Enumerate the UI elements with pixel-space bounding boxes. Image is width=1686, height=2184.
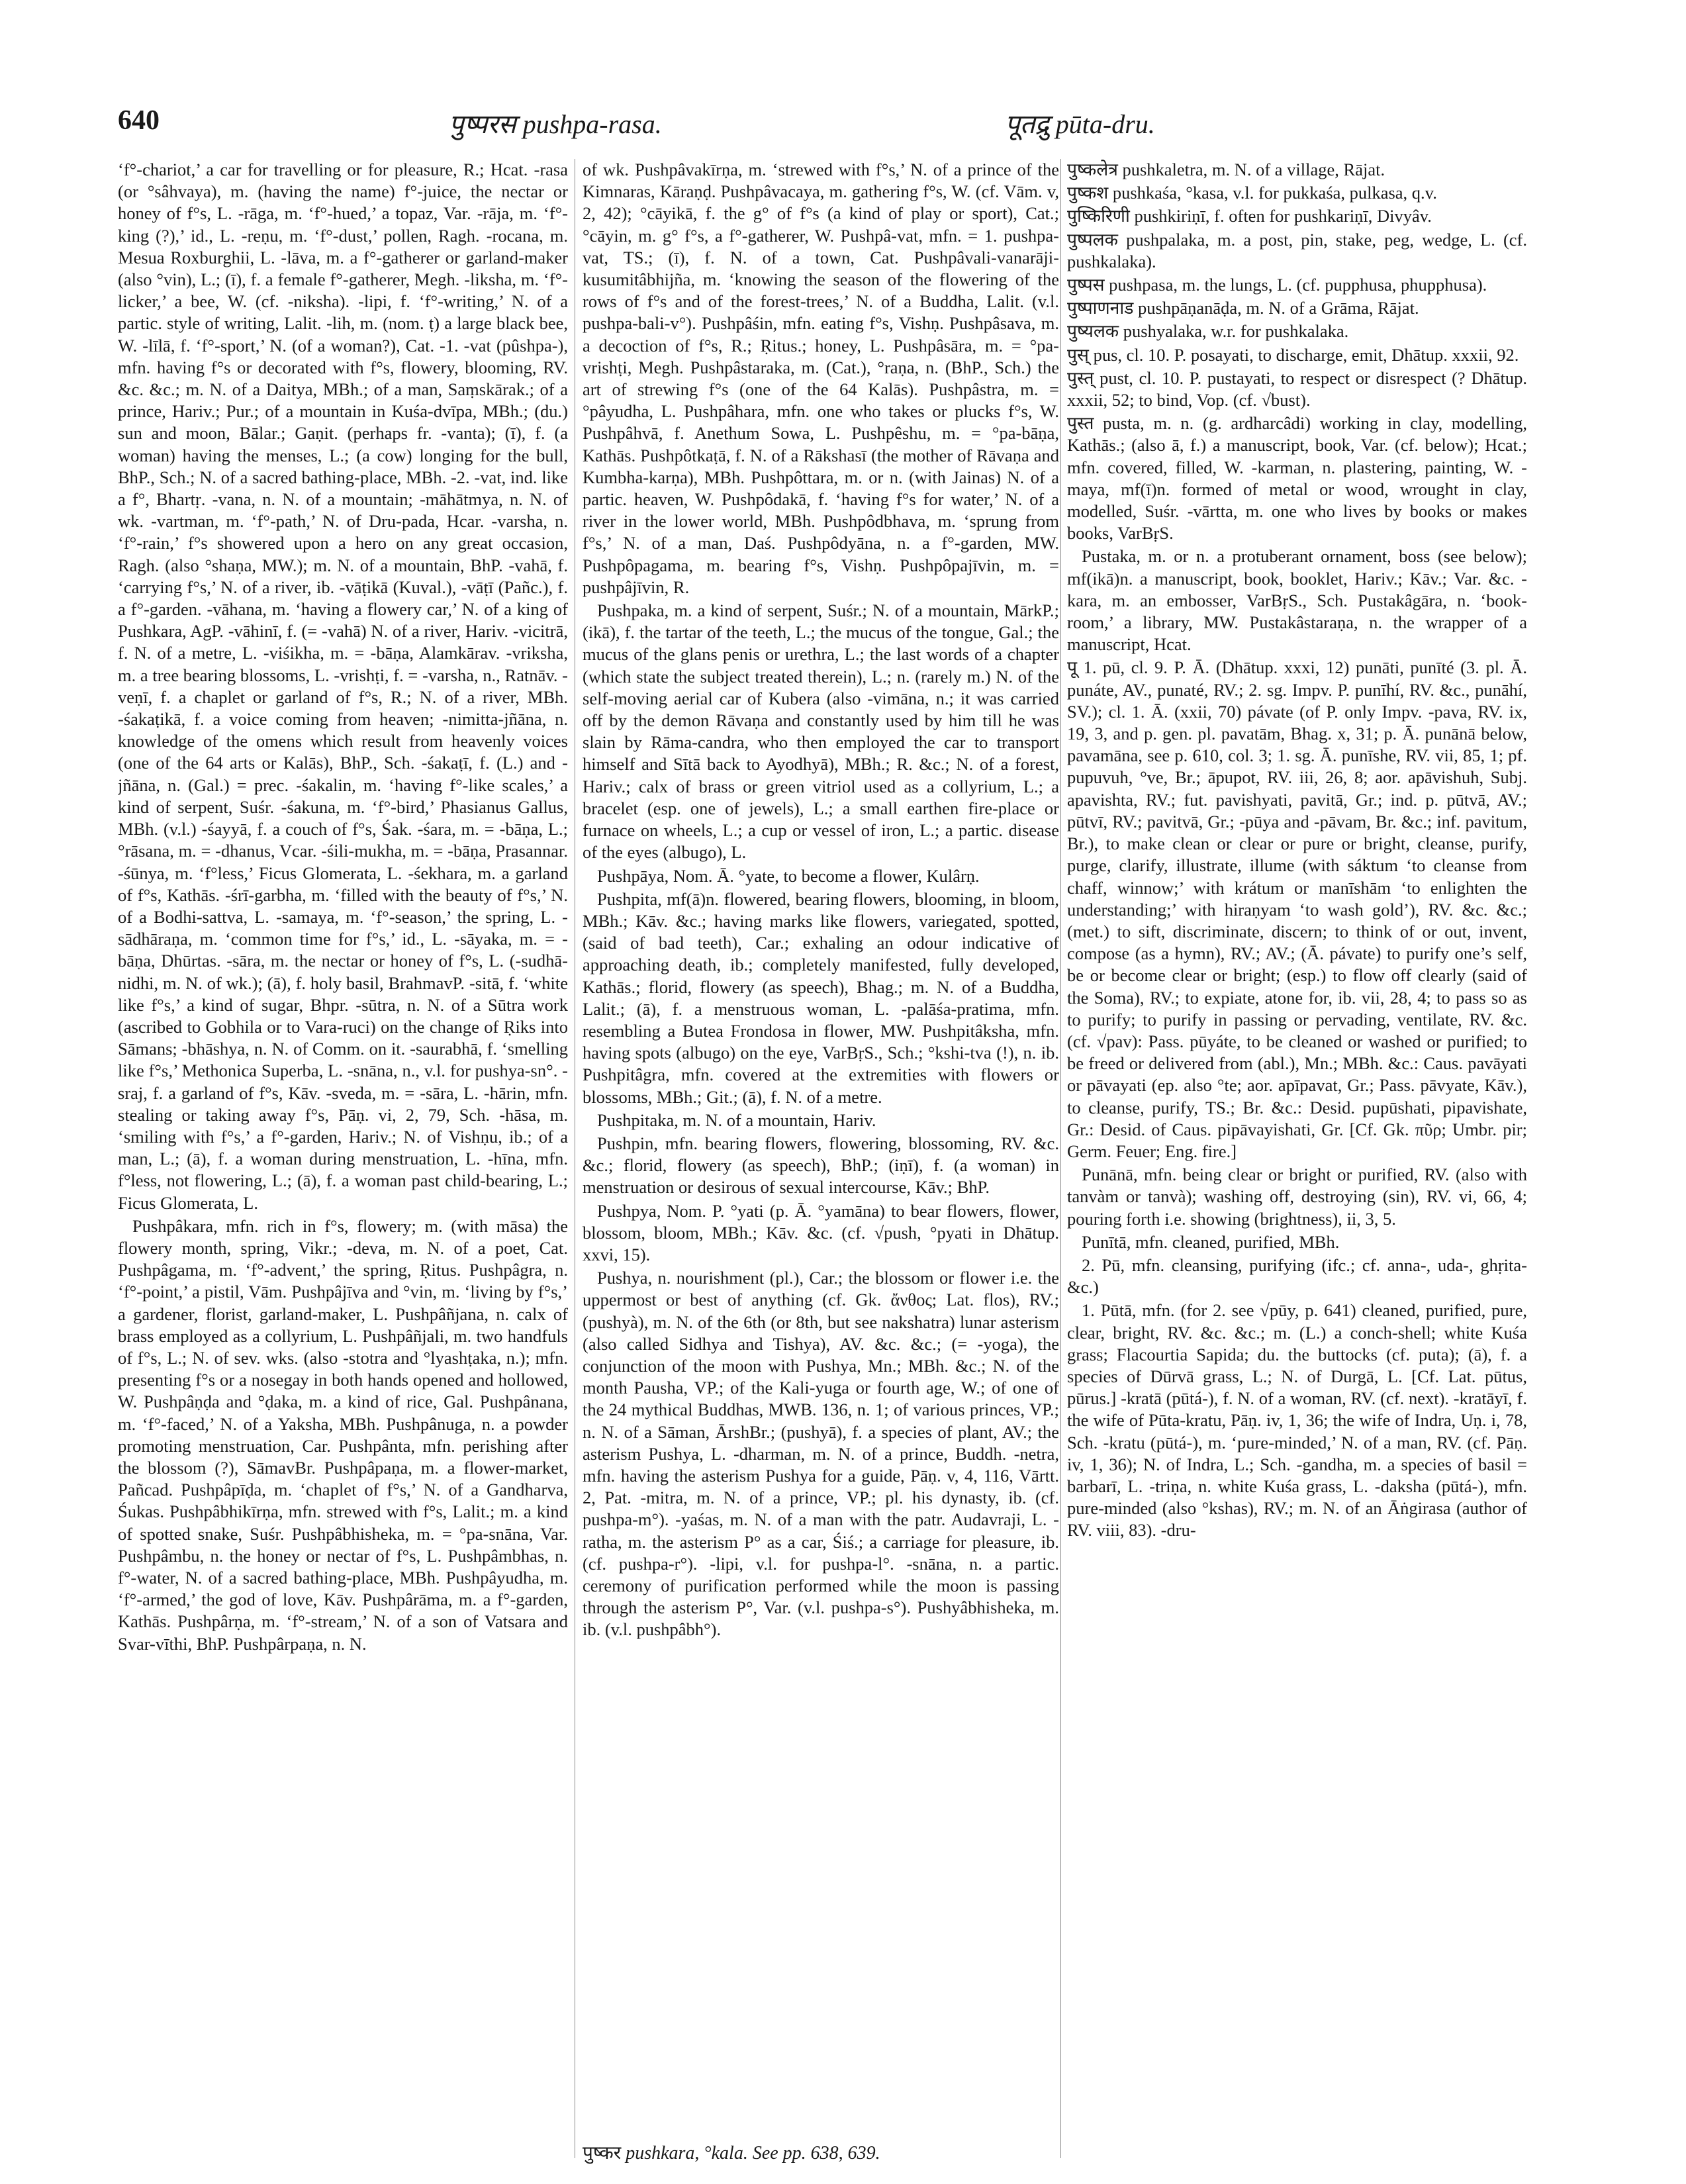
entry-paragraph: ‘f°-chariot,’ a car for travelling or for pleasure, R.; Hcat. -rasa (or °sâhvaya), m. (having the name) f°-juice, the nectar or honey of f°s, L. -rāga, m. ‘f°-hued,’ a topaz, Var. -rāja, m. ‘f°-king (?),’ id., L. -reṇu, m. ‘f°-dust,’ pollen, Ragh. -rocana, m. Mesua Roxburghii, L. -lāva, m. a f°-gatherer or garland-maker (also °vin), L.; (ī), f. a female f°-gatherer, Megh. -liksha, m. ‘f°-licker,’ a bee, W. (cf. -niksha). -lipi, f. ‘f°-writing,’ N. of a partic. style of writing, Lalit. -lih, m. (nom. ṭ) a large black bee, W. -līlā, f. ‘f°-sport,’ N. (of a woman?), Cat. -1. -vat (pûshpa-), mfn. having f°s or decorated with f°s, flowery, blooming, RV. &c. &c.; m. N. of a Daitya, MBh.; of a man, Saṃskārak.; of a prince, Hariv.; Pur.; of a mountain in Kuśa-dvīpa, MBh.; (du.) sun and moon, Bālar.; Gaṇit. (perhaps fr. -vanta); (ī), f. (a woman) having the menses, L.; (a cow) longing for the bull, BhP., Sch.; N. of a sacred bathing-place, MBh. -2. -vat, ind. like a f°, Bhartṛ. -vana, n. N. of a mountain; -māhātmya, n. N. of wk. -vartman, m. ‘f°-path,’ N. of Dru-pada, Hcar. -varsha, n. ‘f°-rain,’ f°s showered upon a hero on any great occasion, Ragh. (also °shaṇa, MW.); m. N. of a mountain, BhP. -vahā, f. ‘carrying f°s,’ N. of a river, ib. -vāṭikā (Kuval.), -vāṭī (Pañc.), f. a f°-garden. -vāhana, m. ‘having a flowery car,’ N. of a king of Pushkara, AgP. -vāhinī, f. (= -vahā) N. of a river, Hariv. -vicitrā, f. N. of a metre, L. -viśikha, m. = -bāṇa, Alamkārav. -vriksha, m. a tree bearing blossoms, L. -vrishṭi, f. = -varsha, n., Ratnāv. -veṇī, f. a chaplet or garland of f°s, R.; N. of a river, MBh. -śakaṭikā, f. a voice coming from heaven; -nimitta-jñāna, n. knowledge of the omens which result from heavenly voices (one of the 64 arts or Kalās), BhP., Sch. -śakaṭī, f. (L.) and -jñāna, n. (Gal.) = prec. -śakalin, m. ‘having f°-like scales,’ a kind of serpent, Suśr. -śakuna, m. ‘f°-bird,’ Phasianus Gallus, MBh. (v.l.) -śayyā, f. a couch of f°s, Śak. -śara, m. = -bāṇa, L.; °rāsana, m. = -dhanus, Vcar. -śili-mukha, m. = -bāṇa, Prasannar. -śūnya, m. ‘f°less,’ Ficus Glomerata, L. -śekhara, m. a garland of f°s, Kathās. -śrī-garbha, m. ‘filled with the beauty of f°s,’ N. of a Bodhi-sattva, L. -samaya, m. ‘f°-season,’ the spring, L. -sādhāraṇa, m. ‘common time for f°s,’ id., L. -sāyaka, m. = -bāṇa, Dhūrtas. -sāra, m. the nectar or honey of f°s, L. (-sudhā-nidhi, m. N. of wk.); (ā), f. holy basil, BrahmavP. -sitā, f. ‘white like f°s,’ a kind of sugar, Bhpr. -sūtra, n. N. of a Sūtra work (ascribed to Gobhila or to Vara-ruci) on the change of Ṛiks into Sāmans; -bhāshya, n. N. of Comm. on it. -saurabhā, f. ‘smelling like f°s,’ Methonica Superba, L. -snāna, n., v.l. for pushya-sn°. -sraj, f. a garland of f°s, Kāv. -sveda, m. = -sāra, L. -hārin, mfn. stealing or taking away f°s, Pāṇ. vi, 2, 79, Sch. -hāsa, m. ‘smiling with f°s,’ a f°-garden, Hariv.; N. of Vishṇu, ib.; of a man, L.; (ā), f. a woman during menstruation, L. -hīna, mfn. f°less, not flowering, L.; (ā), f. a woman past child-bearing, L.; Ficus Glomerata, L. [118,160,568,1213]
entry-paragraph: पुष्कश pushkaśa, °kasa, v.l. for pukkaśa, pulkasa, q.v. [1067,183,1437,203]
entry-paragraph: पुष्कलेत्र pushkaletra, m. N. of a village, Rājat. [1067,160,1385,179]
page-number: 640 [118,105,160,136]
column-divider [1060,159,1061,2158]
entry-paragraph: 2. Pū, mfn. cleansing, purifying (ifc.; cf. anna-, uda-, ghṛita- &c.) [1067,1255,1527,1298]
entry-paragraph: पुष्यलक pushyalaka, w.r. for pushkalaka. [1067,321,1349,342]
entry-paragraph: of wk. Pushpâvakīrṇa, m. ‘strewed with f°s,’ N. of a prince of the Kimnaras, Kāraṇḍ. Pushpâvacaya, m. gathering f°s, W. (cf. Vām. v, 2, 42); °cāyikā, f. the g° of f°s (a kind of play or sport), Cat.; °cāyin, m. g° f°s, a f°-gatherer, W. Pushpâ-vat, mfn. = 1. pushpa-vat, TS.; (ī), f. N. of a town, Cat. Pushpâvali-vanarāji-kusumitâbhijña, m. ‘knowing the season of the flowering of the rows of f°s and of the forest-trees,’ N. of a Buddha, Lalit. (v.l. pushpa-bali-v°). Pushpâśin, mfn. eating f°s, Vishṇ. Pushpâsava, m. a decoction of f°s, R.; Ṛitus.; honey, L. Pushpâsāra, m. = °pa-vrishṭi, Megh. Pushpâstaraka, m. (Cat.), °raṇa, n. (BhP., Sch.) the art of strewing f°s (one of the 64 Kalās). Pushpâstra, m. = °pâyudha, L. Pushpâhara, mfn. one who takes or plucks f°s, W. Pushpâhvā, f. Anethum Sowa, L. Pushpêshu, m. = °pa-bāṇa, Kathās. Pushpôtkaṭā, f. N. of a Rākshasī (the mother of Rāvaṇa and Kumbha-karṇa), MBh. Pushpôttara, m. or n. (with Jainas) N. of a partic. heaven, W. Pushpôdakā, f. ‘having f°s for water,’ N. of a river in the lower world, MBh. Pushpôdbhava, m. ‘sprung from f°s,’ N. of a man, Daś. Pushpôdyāna, n. a f°-garden, MW. Pushpôpagama, m. bearing f°s, Vishṇ. Pushpôpajīvin, m. = pushpâjīvin, R. [583,160,1059,597]
entry-paragraph: 1. Pūtā, mfn. (for 2. see √pūy, p. 641) cleaned, purified, pure, clear, bright, RV. &c. &c.; m. (L.) a conch-shell; white Kuśa grass; Flacourtia Sapida; du. the buttocks (cf. puta); (ā), f. a species of Dūrvā grass, L.; N. of Durgā, L. [Cf. Lat. pūtus, pūrus.] -kratā (pūtá-), f. N. of a woman, RV. (cf. next). -kratāyī, f. the wife of Pūta-kratu, Pāṇ. iv, 1, 36; the wife of Indra, Uṇ. i, 78, Sch. -kratu (pūtá-), m. ‘pure-minded,’ N. of a man, RV. (cf. Pāṇ. iv, 1, 36); N. of Indra, L.; Sch. -gandha, m. a species of basil = barbarī, L. -triṇa, n. white Kuśa grass, L. -daksha (pūtá-), mfn. pure-minded (also °kshas), RV.; m. N. of an Āṅgirasa (author of RV. viii, 83). -dru- [1067,1300,1527,1541]
entry-paragraph: Pushpâkara, mfn. rich in f°s, flowery; m. (with māsa) the flowery month, spring, Vikr.; -deva, m. N. of a poet, Cat. Pushpâgama, m. ‘f°-advent,’ the spring, Ṛitus. Pushpâgra, n. ‘f°-point,’ a pistil, Vām. Pushpâjīva and °vin, m. ‘living by f°s,’ a gardener, florist, garland-maker, L. Pushpâñjana, n. calx of brass employed as a collyrium, L. Pushpâñjali, m. two handfuls of f°s, L.; N. of sev. wks. (also -stotra and °lyashṭaka, n.); mfn. presenting f°s or a nosegay in both hands opened and hollowed, W. Pushpâṇḍa and °ḍaka, m. a kind of rice, Gal. Pushpânana, m. ‘f°-faced,’ N. of a Yaksha, MBh. Pushpânuga, n. a powder promoting menstruation, Car. Pushpânta, mfn. perishing after the blossom (?), SāmavBr. Pushpâpaṇa, m. a flower-market, Pañcad. Pushpâpīḍa, m. ‘chaplet of f°s,’ N. of a Gandharva, Śukas. Pushpâbhikīrṇa, mfn. strewed with f°s, Lalit.; m. a kind of spotted snake, Suśr. Pushpâbhisheka, m. = °pa-snāna, Var. Pushpâmbu, n. the honey or nectar of f°s, L. Pushpâmbhas, n. f°-water, N. of a sacred bathing-place, MBh. Pushpâyudha, m. ‘f°-armed,’ the god of love, Kāv. Pushpârāma, m. a f°-garden, Kathās. Pushpârṇa, m. ‘f°-stream,’ N. of a son of Vatsara and Svar-vīthi, BhP. Pushpârpaṇa, n. N. [118,1215,568,1654]
entry-paragraph: Punānā, mfn. being clear or bright or purified, RV. (also with tanvàm or tanvà); washing off, destroying (sin), RV. vi, 66, 4; pouring forth i.e. showing (brightness), ii, 3, 5. [1067,1164,1527,1229]
entry-paragraph: पुस्त pusta, m. n. (g. ardharcâdi) working in clay, modelling, Kathās.; (also ā, f.) a manuscript, book, Var. (cf. below); Hcat.; mfn. covered, filled, W. -karman, n. plastering, painting, W. -maya, mf(ī)n. formed of metal or wood, wrought in clay, modelled, Suśr. -vārtta, m. one who lives by books or makes books, VarBṛS. [1067,413,1527,544]
entry-paragraph: पुष्पाणनाड pushpāṇanāḍa, m. N. of a Grāma, Rājat. [1067,298,1419,318]
cross-reference-footer [583,2140,880,2165]
entry-paragraph: पू 1. pū, cl. 9. P. Ā. (Dhātup. xxxi, 12) punāti, punīté (3. pl. Ā. punáte, AV., punaté, RV.; 2. sg. Impv. P. punīhí, RV. &c., punāhí, SV.); cl. 1. Ā. (xxii, 70) pávate (of P. only Impv. -pava, RV. ix, 19, 3, and p. gen. pl. pavatām, Bhag. x, 31; p. Ā. punānā below, pavamāna, see p. 610, col. 3; 1. sg. Ā. punīshe, RV. vii, 85, 1; pf. pupuvuh, °ve, Br.; āpupot, RV. iii, 26, 8; aor. apāvishuh, Subj. apavishta, RV.; fut. pavishyati, pavitā, Gr.; ind. p. pūtvā, AV.; pūtvī, RV.; pavitvā, Gr.; -pūya and -pāvam, Br. &c.; inf. pavitum, Br.), to make clean or clear or pure or bright, cleanse, purify, purge, clarify, illustrate, illume (with sáktum ‘to cleanse from chaff, winnow;’ with krátum or manīshām ‘to enlighten the understanding;’ with hiraṇyam ‘to wash gold’), RV. &c. &c.; (met.) to sift, discriminate, discern; to think of or out, invent, compose (as a hymn), RV.; AV.; (Ā. pávate) to purify one’s self, be or become clear or bright; (esp.) to flow off clearly (said of the Soma), RV.; to expiate, atone for, ib. vii, 28, 4; to pass so as to purify; to purify in passing or pervading, ventilate, RV. &c. (cf. √pav): Pass. pūyáte, to be cleaned or washed or purified; to be freed or delivered from (abl.), Mn.; MBh. &c.: Caus. pavāyati or pāvayati (ep. also °te; aor. apīpavat, Gr.; Pass. pāvyate, Kāv.), to cleanse, purify, TS.; Br. &c.: Desid. pupūshati, pipavishate, Gr.: Desid. of Caus. pipāvayishati, Gr. [Cf. Gk. πῦρ; Umbr. pir; Germ. Feuer; Eng. fire.] [1067,657,1527,1161]
entry-paragraph: Pushpya, Nom. P. °yati (p. Ā. °yamāna) to bear flowers, flower, blossom, bloom, MBh.; Kāv. &c. (cf. √push, °pyati in Dhātup. xxvi, 15). [583,1200,1059,1264]
right-headword: पूतद्रु pūta-dru. [1005,109,1155,139]
left-headword: पुष्परस pushpa-rasa. [449,109,662,139]
column-1 [118,159,568,2158]
entry-paragraph: पुष्किरिणी pushkiriṇī, f. often for pushkariṇī, Divyâv. [1067,206,1432,226]
entry-paragraph: Pushpaka, m. a kind of serpent, Suśr.; N. of a mountain, MārkP.; (ikā), f. the tartar of the teeth, L.; the mucus of the tongue, Gal.; the mucus of the glans penis or urethra, L.; the last words of a chapter (which state the subject treated therein), L.; n. (rarely m.) N. of the self-moving aerial car of Kubera (also -vimāna, n.; it was carried off by the demon Rāvaṇa and constantly used by him till he was slain by Rāma-candra, who then employed the car to transport himself and Sītā back to Ayodhyā), MBh.; R. &c.; N. of a forest, Hariv.; calx of brass or green vitriol used as a collyrium, L.; a bracelet (esp. one of jewels), L.; a small earthen fire-place or furnace on wheels, L.; a cup or vessel of iron, L.; a partic. disease of the eyes (albugo), L. [583,600,1059,863]
entry-paragraph: Pustaka, m. or n. a protuberant ornament, boss (see below); mf(ikā)n. a manuscript, book, booklet, Hariv.; Kāv.; Var. &c. -kara, m. an embosser, VarBṛS., Sch. Pustakâgāra, n. ‘book-room,’ a library, MW. Pustakâstaraṇa, n. the wrapper of a manuscript, Hcat. [1067,546,1527,655]
entry-paragraph: Pushpāya, Nom. Ā. °yate, to become a flower, Kulârṇ. [597,865,980,886]
footer-text: pushkara, °kala. See pp. 638, 639. [626,2143,880,2163]
footer-devanagari: पुष्कर [583,2143,622,2163]
page-header [118,99,1647,146]
entry-paragraph: Pushpin, mfn. bearing flowers, flowering, blossoming, RV. &c. &c.; florid, flowery (as speech), BhP.; (iṇī), f. (a woman) in menstruation or desirous of sexual intercourse, Kāv.; BhP. [583,1133,1059,1198]
entry-paragraph: Pushya, n. nourishment (pl.), Car.; the blossom or flower i.e. the uppermost or best of anything (cf. Gk. ἄνθος; Lat. flos), RV.; (pushyà), m. N. of the 6th (or 8th, but see nakshatra) lunar asterism (also called Sidhya and Tishya), AV. &c. &c.; (= -yoga), the conjunction of the moon with Pushya, Mn.; MBh. &c.; N. of the month Pausha, VP.; of the Kali-yuga or fourth age, W.; of one of the 24 mythical Buddhas, MWB. 136, n. 1; of various princes, VP.; n. N. of a Sāman, ĀrshBr.; (pushyā), f. a species of plant, AV.; the asterism Pushya, L. -dharman, m. N. of a prince, Buddh. -netra, mfn. having the asterism Pushya for a guide, Pāṇ. v, 4, 116, Vārtt. 2, Pat. -mitra, m. N. of a prince, VP.; pl. his dynasty, ib. (cf. pushpa-m°). -yaśas, m. N. of a man with the patr. Audavraji, L. -ratha, m. the asterism P° as a car, Śiś.; a carriage for pleasure, ib. (cf. pushpa-r°). -lipi, v.l. for pushpa-l°. -snāna, n. a partic. ceremony of purification performed while the moon is passing through the asterism P°, Var. (v.l. pushpa-s°). Pushyâbhisheka, m. ib. (v.l. pushpâbh°). [583,1268,1059,1640]
entry-paragraph: पुष्पस pushpasa, m. the lungs, L. (cf. pupphusa, phupphusa). [1067,275,1487,295]
entry-paragraph: Pushpita, mf(ā)n. flowered, bearing flowers, blooming, in bloom, MBh.; Kāv. &c.; having marks like flowers, variegated, spotted, (said of bad teeth), Car.; exhaling an odour indicative of approaching death, ib.; completely manifested, fully developed, Kathās.; florid, flowery (as speech), Bhag.; m. N. of a Buddha, Lalit.; (ā), f. a menstruous woman, L. -palāśa-pratima, mfn. resembling a Butea Frondosa in flower, MW. Pushpitâksha, mfn. having spots (albugo) on the eye, VarBṛS., Sch.; °kshi-tva (!), n. ib. Pushpitâgra, mfn. covered at the extremities with flowers or blossoms, MBh.; Git.; (ā), f. N. of a metre. [583,888,1059,1107]
entry-paragraph: Pushpitaka, m. N. of a mountain, Hariv. [597,1110,876,1130]
entry-paragraph: पुष्पलक pushpalaka, m. a post, pin, stake, peg, wedge, L. (cf. pushkalaka). [1067,229,1527,271]
entry-paragraph: पुस् pus, cl. 10. P. posayati, to discharge, emit, Dhātup. xxxii, 92. [1067,344,1519,365]
entry-paragraph: पुस्त् pust, cl. 10. P. pustayati, to respect or disrespect (? Dhātup. xxxii, 52; to bind, Vop. (cf. √bust). [1067,367,1527,410]
column-3 [1067,159,1527,2158]
column-2 [583,159,1059,2158]
entry-paragraph: Punītā, mfn. cleaned, purified, MBh. [1082,1231,1340,1252]
